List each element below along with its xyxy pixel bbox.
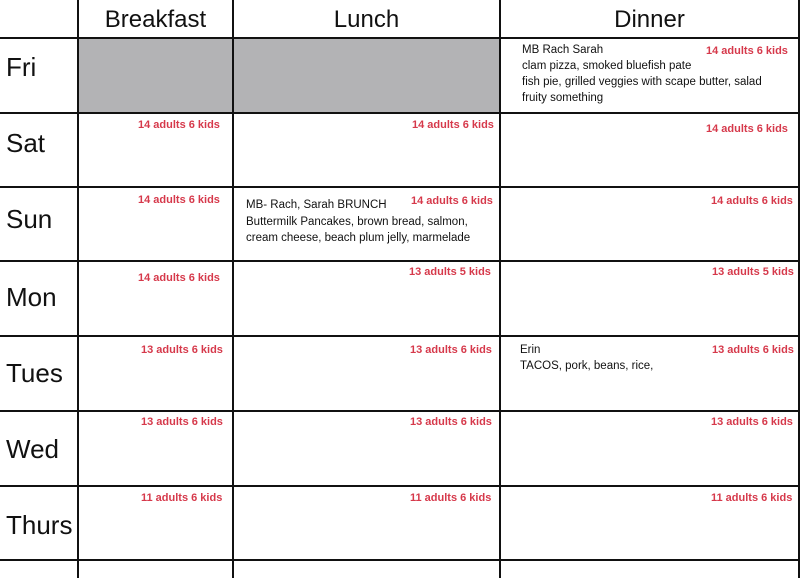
day-label-fri: Fri [6,52,37,82]
sat-dinner-count: 14 adults 6 kids [706,123,788,135]
fri-lunch-shaded-cell [234,39,499,112]
note-line: Erin [520,344,541,356]
fri-breakfast-shaded-cell [79,39,232,112]
day-label-tues: Tues [6,358,63,388]
sun-lunch-notes [246,197,470,246]
day-label-sun: Sun [6,204,53,234]
note-line: cream cheese, beach plum jelly, marmelade [246,232,471,244]
sun-lunch-count: 14 adults 6 kids [411,195,493,207]
grid-line [0,410,800,412]
wed-lunch-count: 13 adults 6 kids [410,416,492,428]
header-breakfast: Breakfast [104,6,207,33]
sun-breakfast-count: 14 adults 6 kids [138,194,220,206]
mon-dinner-count: 13 adults 5 kids [712,266,794,278]
sun-dinner-count: 14 adults 6 kids [711,195,793,207]
grid-line [0,260,800,262]
grid-line [0,186,800,188]
note-line: TACOS, pork, beans, rice, [520,360,654,372]
day-label-thurs: Thurs [6,510,73,540]
grid-line [0,335,800,337]
tues-dinner-notes [520,342,653,374]
note-line: clam pizza, smoked bluefish pate [522,60,692,72]
note-line: Buttermilk Pancakes, brown bread, salmon, [246,216,468,228]
note-line: MB Rach Sarah [522,44,604,56]
grid-line [0,112,800,114]
thurs-breakfast-count: 11 adults 6 kids [141,492,223,504]
mon-breakfast-count: 14 adults 6 kids [138,272,220,284]
mon-lunch-count: 13 adults 5 kids [409,266,491,278]
fri-dinner-notes [522,42,762,106]
thurs-lunch-count: 11 adults 6 kids [410,492,492,504]
fri-dinner-count: 14 adults 6 kids [706,45,788,57]
note-line: MB- Rach, Sarah BRUNCH [246,199,387,211]
sat-breakfast-count: 14 adults 6 kids [138,119,220,131]
tues-breakfast-count: 13 adults 6 kids [141,344,223,356]
note-line: fish pie, grilled veggies with scape butter, salad [522,76,762,88]
wed-breakfast-count: 13 adults 6 kids [141,416,223,428]
day-label-wed: Wed [6,434,59,464]
note-line: fruity something [522,92,604,104]
day-label-sat: Sat [6,128,46,158]
wed-dinner-count: 13 adults 6 kids [711,416,793,428]
tues-dinner-count: 13 adults 6 kids [712,344,794,356]
day-label-mon: Mon [6,282,57,312]
header-lunch: Lunch [333,6,400,33]
tues-lunch-count: 13 adults 6 kids [410,344,492,356]
grid-line [0,485,800,487]
grid-line [0,559,800,561]
sat-lunch-count: 14 adults 6 kids [412,119,494,131]
header-dinner: Dinner [614,6,685,33]
grid-line [499,0,501,578]
thurs-dinner-count: 11 adults 6 kids [711,492,793,504]
